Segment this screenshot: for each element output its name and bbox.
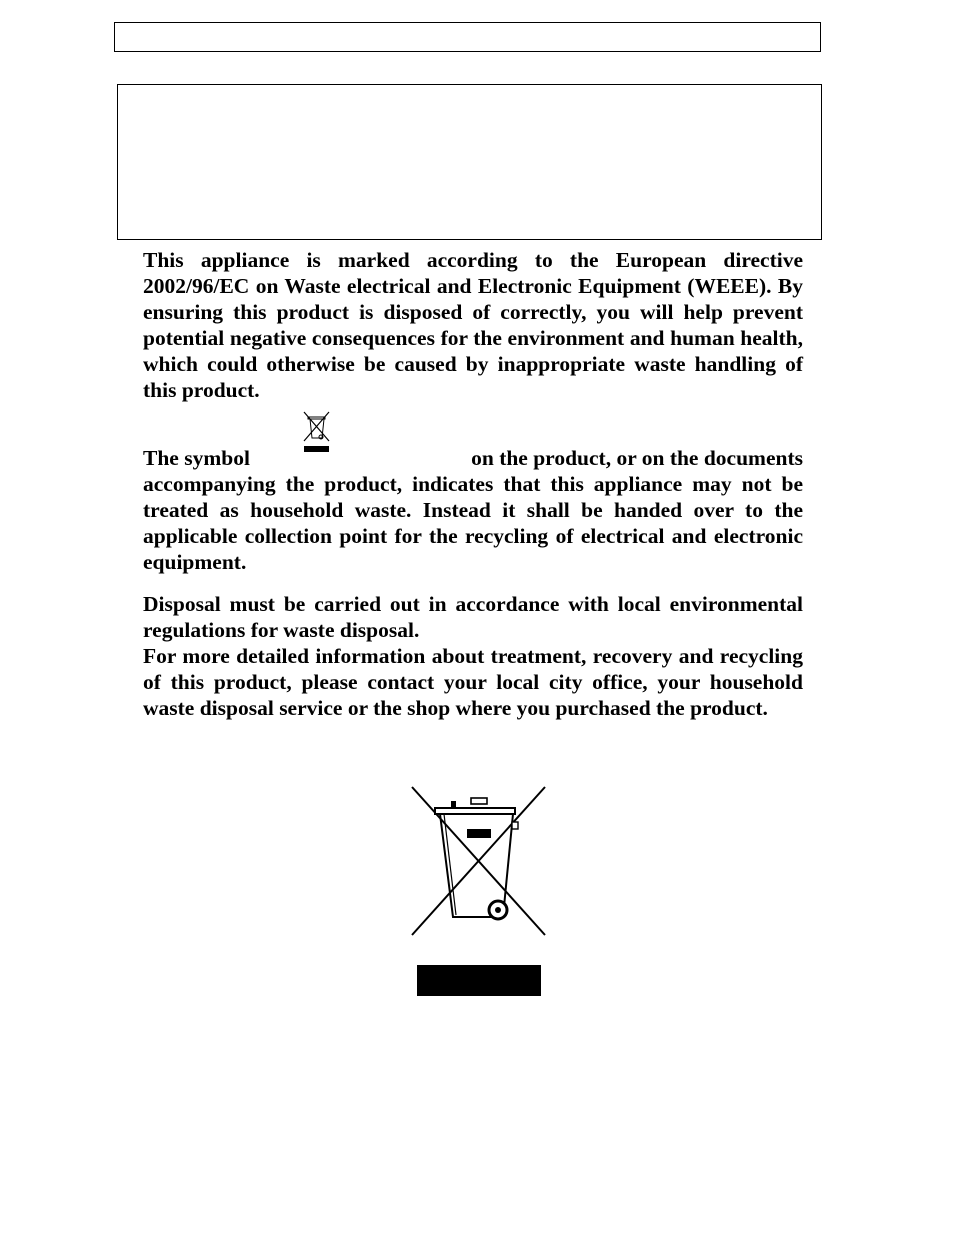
symbol-lead-text: The symbol bbox=[143, 446, 250, 470]
title-box bbox=[117, 84, 822, 240]
weee-directive-paragraph: This appliance is marked according to the European directive 2002/96/EC on Waste electrical and Electronic Equipment (WEEE). By ensuring this product is disposed of correctly, you will help prevent potential negative consequences for the environment and human health, which could otherwise be caused by inappropriate waste handling of this product. bbox=[143, 248, 803, 402]
crossed-out-bin-icon bbox=[302, 411, 332, 455]
more-information-paragraph: For more detailed information about treatment, recovery and recycling of this product, please contact your local city office, your household waste disposal service or the shop where you purchased the product. bbox=[143, 644, 803, 720]
symbol-after-text: on the product, or on the documents bbox=[471, 446, 803, 470]
symbol-line bbox=[143, 439, 803, 472]
symbol-paragraph-rest: accompanying the product, indicates that this appliance may not be treated as household waste. Instead it shall be handed over to the applicable collection point for the recycling of electrical and electronic equipment. bbox=[143, 471, 803, 574]
disposal-regulations-paragraph: Disposal must be carried out in accordance with local environmental regulations for waste disposal. bbox=[143, 592, 803, 642]
header-box bbox=[114, 22, 821, 52]
inline-weee-symbol bbox=[250, 439, 380, 465]
large-crossed-out-bin-icon bbox=[409, 784, 549, 999]
symbol-paragraph bbox=[143, 439, 803, 576]
